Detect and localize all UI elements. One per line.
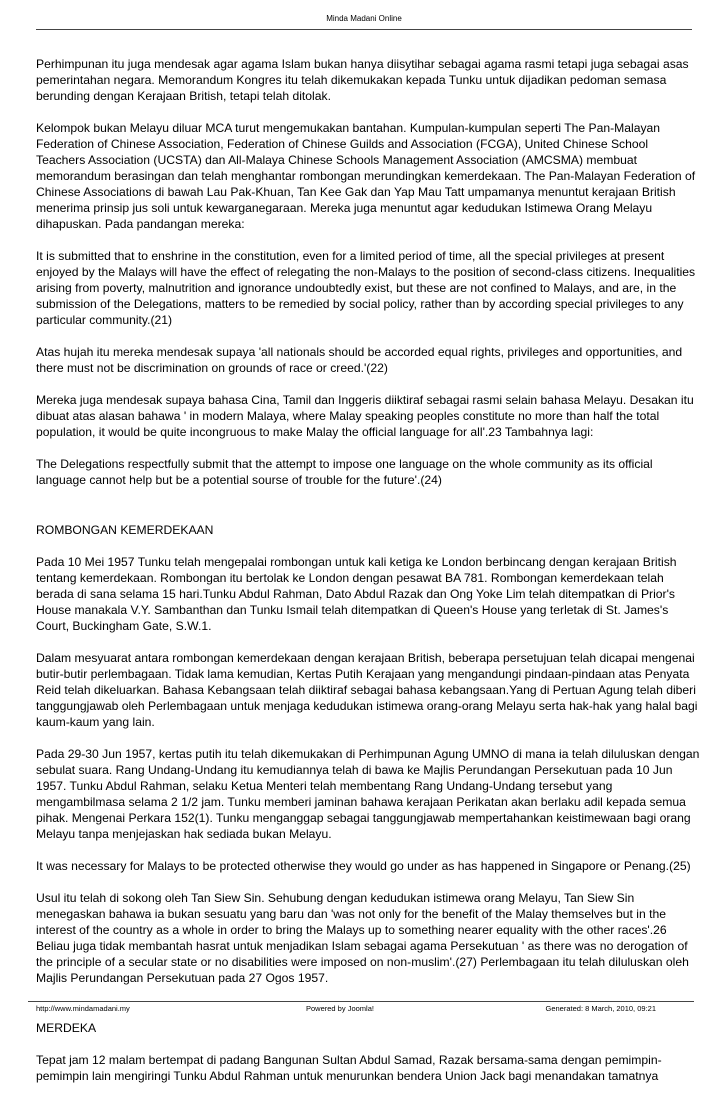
footer-divider — [28, 1001, 694, 1002]
footer-powered-by: Powered by Joomla! — [306, 1004, 374, 1013]
paragraph-3-quote: It is submitted that to enshrine in the constitution, even for a limited period of time, all the special privileges at present enjoyed by the Malays will have the effect of relegating the non-Malays to the position of second-class citizens. Inequalities arising from poverty, malnutrition and ignorance undoubtedly exist, but these are not confined to Malays, and are, in the submission of the Delegations, matters to be remedied by social policy, rather than by according special privileges to any particular community.(21) — [36, 249, 696, 327]
site-header-title: Minda Madani Online — [326, 14, 402, 23]
footer-site-url[interactable]: http://www.mindamadani.my — [36, 1004, 130, 1013]
paragraph-12: Tepat jam 12 malam bertempat di padang Bangunan Sultan Abdul Samad, Razak bersama-sama dengan pemimpin-pemimpin lain mengiringi Tunku Abdul Rahman untuk menurunkan bendera Union Jack bagi menandakan tamatnya — [36, 1053, 662, 1083]
section-heading-merdeka: MERDEKA — [36, 1021, 97, 1035]
paragraph-4: Atas hujah itu mereka mendesak supaya 'all nationals should be accorded equal rights, privileges and opportunities, and there must not be discrimination on grounds of race or creed.'(22) — [36, 345, 683, 375]
paragraph-9: Pada 29-30 Jun 1957, kertas putih itu telah dikemukakan di Perhimpunan Agung UMNO di mana ia telah diluluskan dengan sebulat suara. Rang Undang-Undang itu kemudiannya telah di bawa ke Majlis Perundangan Persekutuan pada 10 Jun 1957. Tunku Abdul Rahman, selaku Ketua Menteri telah membentang Rang Undang-Undang tersebut yang mengambilmasa selama 2 1/2 jam. Tunku memberi jaminan bahawa kerajaan Perikatan akan berlaku adil kepada semua pihak. Mengenai Perkara 152(1). Tunku menganggap sebagai tanggungjawab mempertahankan keistimewaan bagi orang Melayu tanpa menjejaskan hak sediada bukan Melayu. — [36, 747, 700, 841]
paragraph-6-quote: The Delegations respectfully submit that the attempt to impose one language on the whole community as its official language cannot help but be a potential sourse of trouble for the future'.(24) — [36, 457, 653, 487]
header-divider — [36, 29, 692, 30]
section-heading-rombongan: ROMBONGAN KEMERDEKAAN — [36, 523, 214, 537]
paragraph-8: Dalam mesyuarat antara rombongan kemerdekaan dengan kerajaan British, beberapa persetujuan telah dicapai mengenai butir-butir perlembagaan. Tidak lama kemudian, Kertas Putih Kerajaan yang mengandungi pindaan-pindaan atas Penyata Reid telah dikeluarkan. Bahasa Kebangsaan telah diiktiraf sebagai bahasa kebangsaan.Yang di Pertuan Agung telah diberi tanggungjawab oleh Perlembagaan untuk menjaga kedudukan istimewa orang-orang Melayu serta hak-hak yang halal bagi kaum-kaum yang lain. — [36, 651, 698, 729]
article-body — [36, 56, 700, 1100]
paragraph-1: Perhimpunan itu juga mendesak agar agama Islam bukan hanya diisytihar sebagai agama rasmi tetapi juga sebagai asas pemerintahan negara. Memorandum Kongres itu telah dikemukakan kepada Tunku untuk dijadikan pedoman semasa berunding dengan Kerajaan British, tetapi telah ditolak. — [36, 57, 689, 103]
paragraph-5: Mereka juga mendesak supaya bahasa Cina, Tamil dan Inggeris diiktiraf sebagai rasmi selain bahasa Melayu. Desakan itu dibuat atas alasan bahawa ' in modern Malaya, where Malay speaking peoples constitute no more than half the total population, it would be quite incongruous to make Malay the official language for all'.23 Tambahnya lagi: — [36, 393, 694, 439]
page-footer — [36, 1004, 692, 1014]
paragraph-11: Usul itu telah di sokong oleh Tan Siew Sin. Sehubung dengan kedudukan istimewa orang Melayu, Tan Siew Sin menegaskan bahawa ia bukan sesuatu yang baru dan 'was not only for the benefit of the Malay themselves but in the interest of the country as a whole in order to bring the Malays up to something nearer equality with the other races'.26 Beliau juga tidak membantah hasrat untuk menjadikan Islam sebagai agama Persekutuan ' as there was no derogation of the principle of a secular state or no disabilities were imposed on non-muslim'.(27) Perlembagaan itu telah diluluskan oleh Majlis Perundangan Persekutuan pada 27 Ogos 1957. — [36, 891, 689, 985]
footer-generated-date: Generated: 8 March, 2010, 09:21 — [545, 1004, 656, 1013]
paragraph-7: Pada 10 Mei 1957 Tunku telah mengepalai rombongan untuk kali ketiga ke London berbincang dengan kerajaan British tentang kemerdekaan. Rombongan itu bertolak ke London dengan pesawat BA 781. Rombongan kemerdekaan telah berada di sana selama 15 hari.Tunku Abdul Rahman, Dato Abdul Razak dan Ong Yoke Lim telah ditempatkan di Prior's House manakala V.Y. Sambanthan dan Tunku Ismail telah ditempatkan di Queen's House yang terletak di St. James's Court, Buckingham Gate, S.W.1. — [36, 555, 677, 633]
paragraph-10-quote: It was necessary for Malays to be protected otherwise they would go under as has happened in Singapore or Penang.(25) — [36, 859, 691, 873]
paragraph-2: Kelompok bukan Melayu diluar MCA turut mengemukakan bantahan. Kumpulan-kumpulan seperti The Pan-Malayan Federation of Chinese Association, Federation of Chinese Guilds and Association (FCGA), United Chinese School Teachers Association (UCSTA) dan All-Malaya Chinese Schools Management Association (AMCSMA) membuat memorandum berasingan dan telah menghantar rombongan merundingkan kemerdekaan. The Pan-Malayan Federation of Chinese Associations di bawah Lau Pak-Khuan, Tan Kee Gak dan Yap Mau Tatt umpamanya menuntut kerajaan British menerima prinsip jus soli untuk kewarganegaraan. Mereka juga menuntut agar kedudukan Istimewa Orang Melayu dihapuskan. Pada pandangan mereka: — [36, 121, 696, 231]
